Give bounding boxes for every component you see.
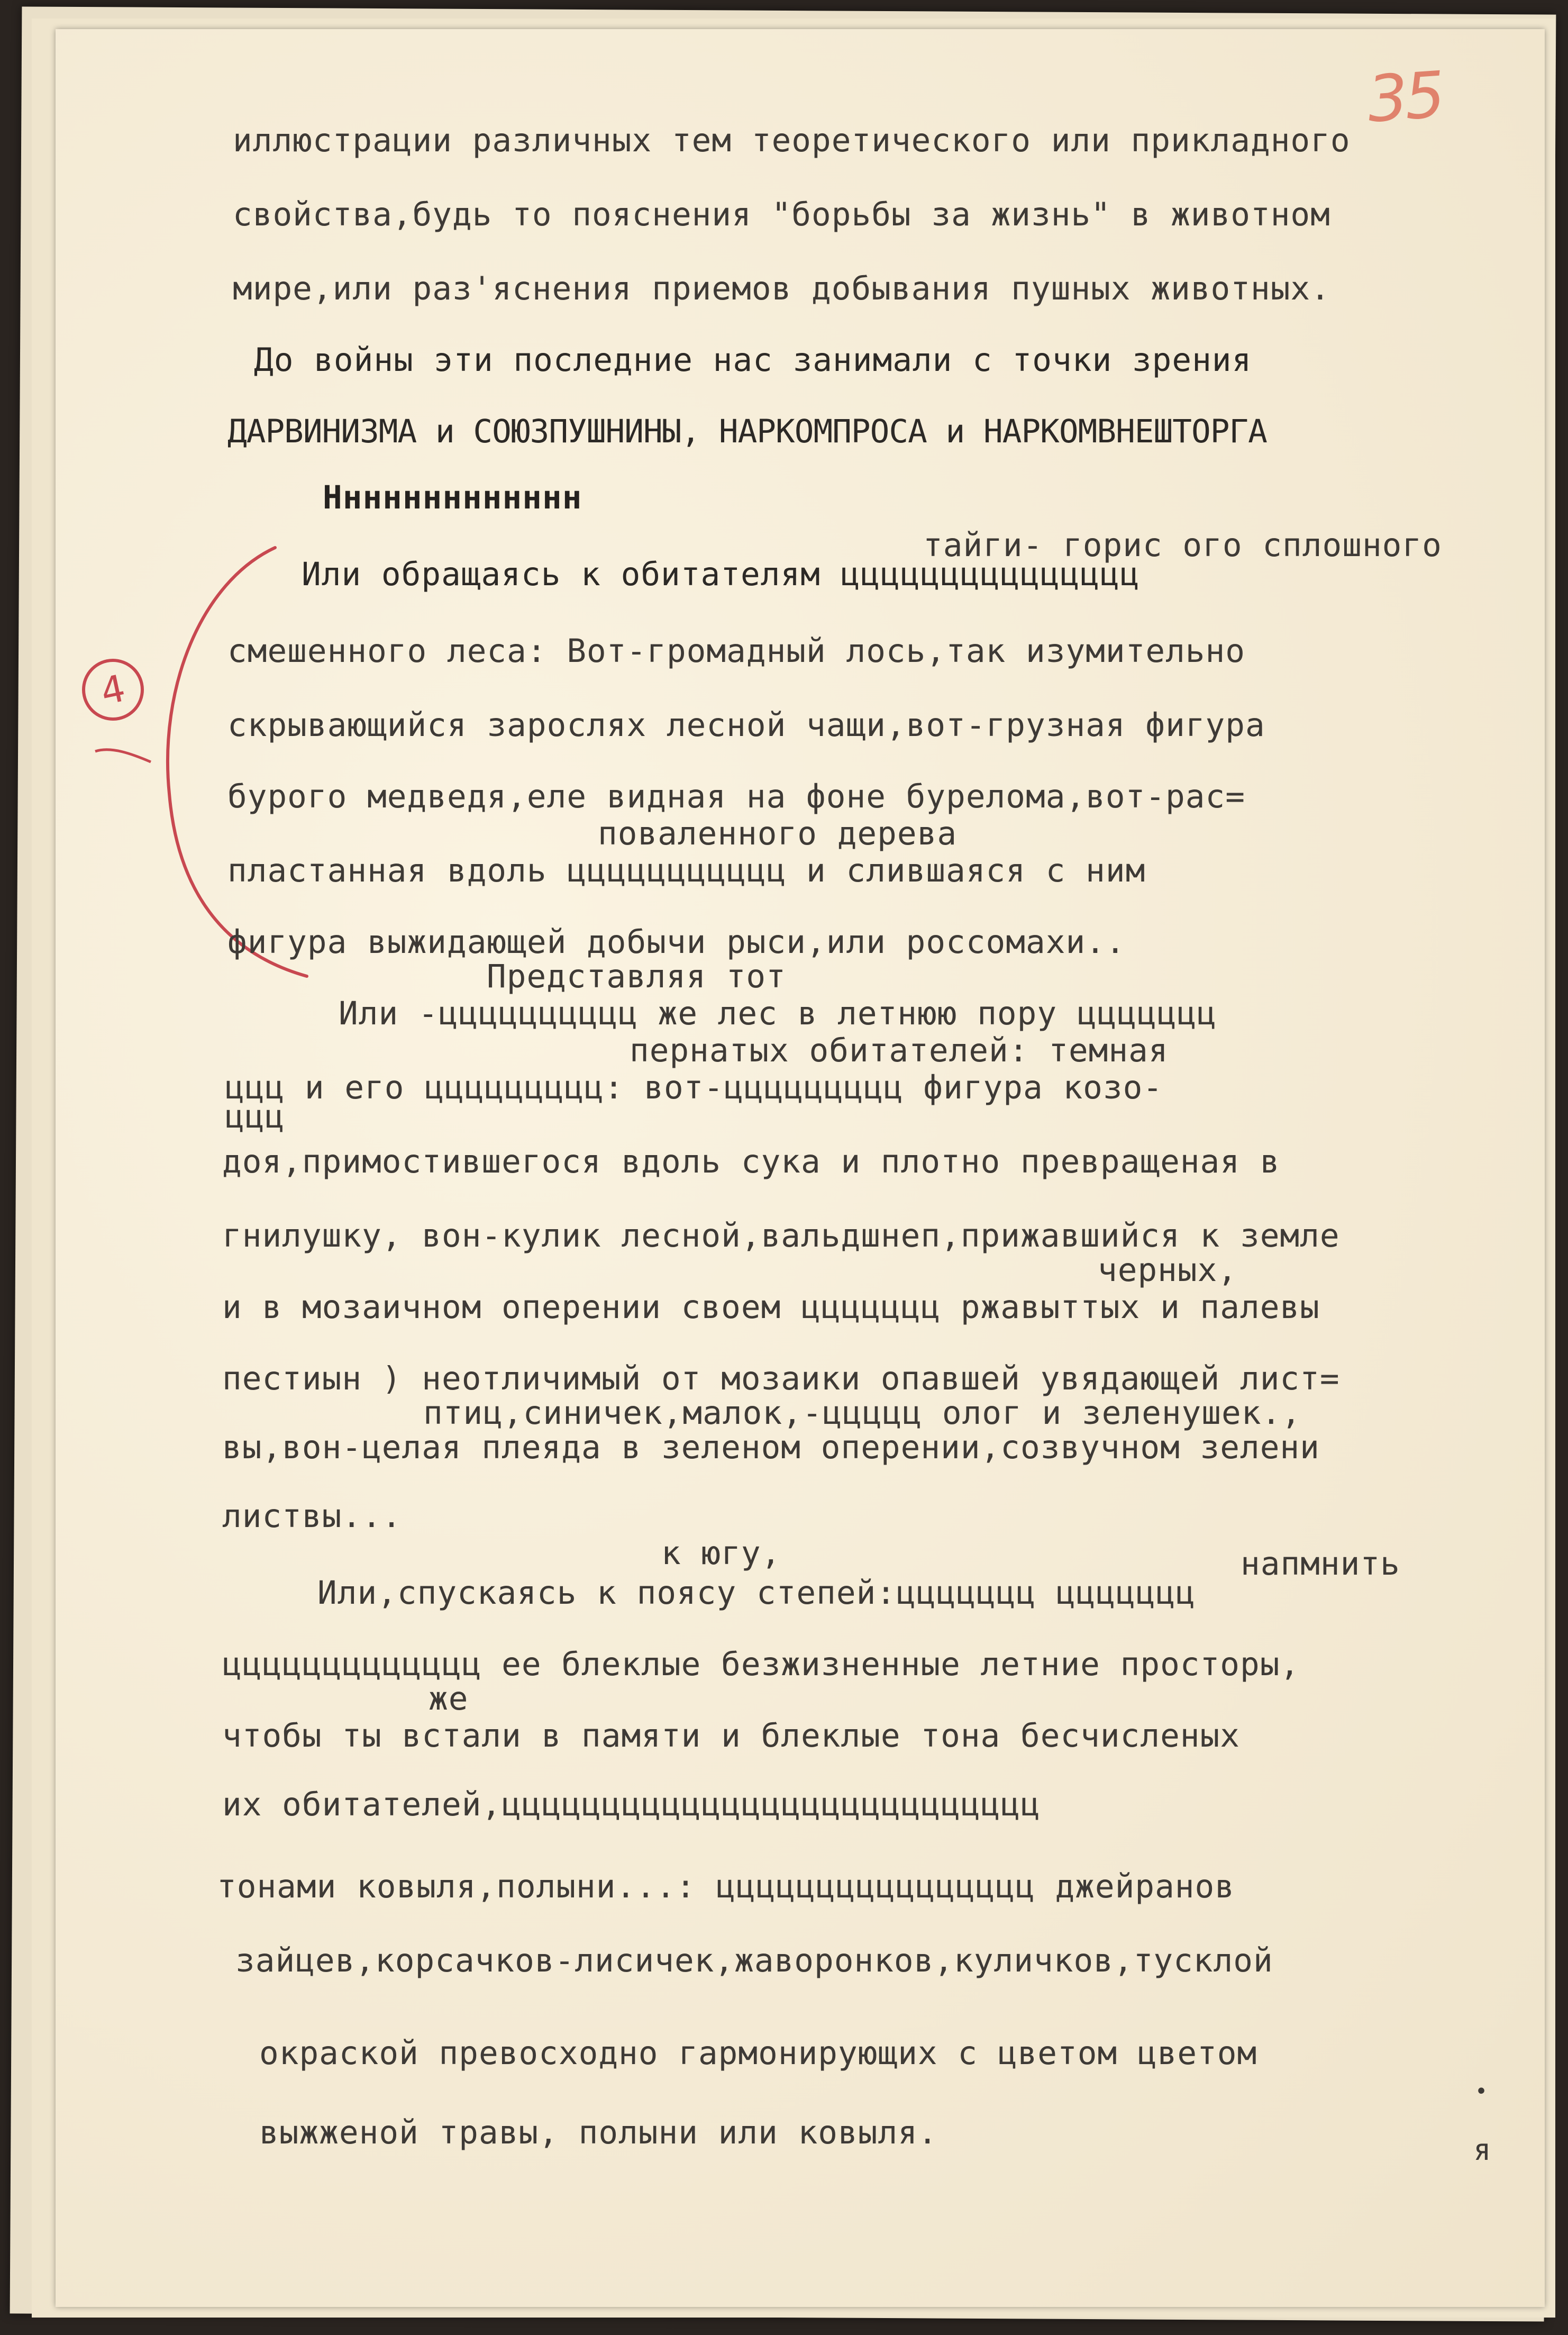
- text-line: скрывающийся зарослях лесной чащи,вот-грузная фигура: [227, 706, 1265, 744]
- struck-text: Ннннннннннннн: [323, 479, 582, 516]
- interlinear-insert: напмнить: [1241, 1545, 1400, 1583]
- margin-dot: •: [1475, 2079, 1488, 2104]
- text-line: доя,примостившегося вдоль сука и плотно превращеная в: [222, 1143, 1280, 1180]
- text-line: пестиын ) неотличимый от мозаики опавшей увядающей лист=: [222, 1360, 1340, 1397]
- text-line: ДАРВИНИЗМА и СОЮЗПУШНИНЫ, НАРКОМПРОСА и НАРКОМВНЕШТОРГА: [227, 413, 1267, 450]
- text-line: бурого медведя,еле видная на фоне бурелома,вот-рас=: [227, 778, 1245, 815]
- interlinear-insert: поваленного дерева: [598, 815, 958, 852]
- text-line: зайцев,корсачков-лисичек,жаворонков,куличков,тусклой: [235, 1942, 1273, 1979]
- interlinear-insert: же: [429, 1680, 469, 1718]
- text-line: ццц: [225, 1098, 285, 1135]
- text-line: чтобы ты встали в памяти и блеклые тона бесчисленых: [222, 1717, 1240, 1755]
- text-line: ццццццццццццц ее блеклые безжизненные летние просторы,: [222, 1646, 1300, 1683]
- text-line: Или,спускаясь к поясу степей:ццццццц ццццццц: [317, 1574, 1196, 1612]
- interlinear-insert: пернатых обитателей: темная: [630, 1032, 1169, 1069]
- text-line: мире,или раз'яснения приемов добывания пушных животных.: [233, 270, 1330, 307]
- circled-mark: 4: [76, 653, 150, 726]
- text-line: До войны эти последние нас занимали с точки зрения: [254, 341, 1252, 379]
- page-number: 35: [1365, 58, 1445, 137]
- text-line: вы,вон-целая плеяда в зеленом оперении,созвучном зелени: [222, 1429, 1320, 1466]
- interlinear-insert: тайги- горис ого сплошного: [923, 526, 1442, 564]
- text-line: выжженой травы, полыни или ковыля.: [259, 2114, 938, 2151]
- interlinear-insert: птиц,синичек,малок,-ццццц олог и зеленушек.,: [423, 1394, 1301, 1432]
- interlinear-insert: черных,: [1098, 1251, 1238, 1289]
- interlinear-insert: Представляя тот: [487, 958, 786, 995]
- text-line: и в мозаичном оперении своем ццццццц ржавыттых и палевы: [222, 1288, 1320, 1326]
- text-line: свойства,будь то пояснения "борьбы за жизнь" в животном: [233, 196, 1330, 233]
- text-line: их обитателей,ццццццццццццццццццццццццццц: [222, 1786, 1041, 1823]
- text-line: листвы...: [222, 1497, 402, 1535]
- text-line: пластанная вдоль ццццццццццц и слившаяся с ним: [227, 852, 1146, 889]
- text-line: Или обращаясь к обитателям ццццццццццццццц: [302, 556, 1140, 593]
- text-line: иллюстрации различных тем теоретического или прикладного: [233, 122, 1351, 159]
- interlinear-insert: к югу,: [661, 1534, 781, 1572]
- text-line: смешенного леса: Вот-громадный лось,так изумительно: [227, 632, 1245, 670]
- text-line: Или -цццццццццц же лес в летнюю пору ццццццц: [339, 995, 1217, 1032]
- margin-letter: я: [1473, 2133, 1491, 2167]
- text-line: окраской превосходно гармонирующих с цветом цветом: [259, 2034, 1257, 2072]
- text-line: ццц и его ццццццццц: вот-ццццццццц фигура козо-: [225, 1069, 1163, 1106]
- text-line: тонами ковыля,полыни...: цццццццццццццццц джейранов: [217, 1868, 1235, 1905]
- text-line: фигура выжидающей добычи рыси,или россомахи..: [227, 923, 1126, 961]
- text-line: гнилушку, вон-кулик лесной,вальдшнеп,прижавшийся к земле: [222, 1217, 1340, 1255]
